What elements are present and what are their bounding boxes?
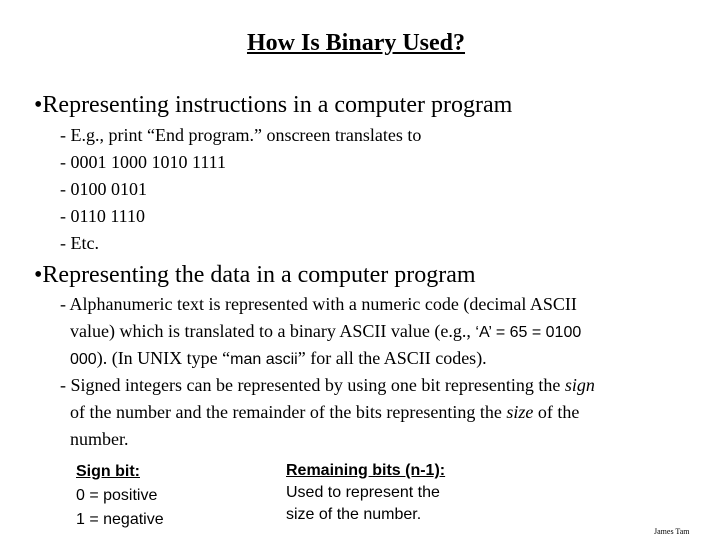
instructions-sub-list xyxy=(60,122,421,257)
signed-item-line-1 xyxy=(60,372,595,399)
signed-text: of the xyxy=(533,402,580,422)
signed-item-line-2 xyxy=(60,399,595,426)
bullet-marker: • xyxy=(34,92,43,118)
signed-text: of the number and the remainder of the bits representing the xyxy=(70,402,507,422)
ascii-text: ). (In UNIX type “ xyxy=(96,348,231,368)
bullet-text: Representing instructions in a computer program xyxy=(42,92,513,118)
sign-bit-positive: 0 = positive xyxy=(76,487,158,504)
slide-title: How Is Binary Used? xyxy=(246,30,466,56)
data-sub-list xyxy=(60,291,595,453)
bullet-text: Representing the data in a computer program xyxy=(42,262,476,288)
author-credit: James Tam xyxy=(654,527,690,536)
list-item: - 0110 1110 xyxy=(60,206,145,226)
ascii-item-line-3 xyxy=(60,345,595,372)
ascii-item-line-1: - Alphanumeric text is represented with a numeric code (decimal ASCII xyxy=(60,294,577,314)
remaining-bits-heading: Remaining bits (n-1): xyxy=(286,462,446,479)
sign-bit-negative: 1 = negative xyxy=(76,511,164,528)
ascii-text: value) which is translated to a binary ASCII value (e.g., xyxy=(70,321,476,341)
list-item: - Etc. xyxy=(60,233,99,253)
remaining-bits-line: size of the number. xyxy=(286,506,422,523)
sign-bit-block xyxy=(76,460,164,532)
unix-command: man ascii xyxy=(230,351,298,368)
signed-text: - Signed integers can be represented by using one bit representing the xyxy=(60,375,565,395)
remaining-bits-block xyxy=(286,460,445,526)
ascii-example-cont: 000 xyxy=(70,351,97,368)
sign-bit-heading: Sign bit: xyxy=(76,463,140,480)
list-item: - E.g., print “End program.” onscreen translates to xyxy=(60,125,422,145)
remaining-bits-line: Used to represent the xyxy=(286,484,440,501)
signed-item-line-3: number. xyxy=(70,429,129,449)
bullet-instructions xyxy=(34,92,512,119)
list-item: - 0001 1000 1010 1111 xyxy=(60,152,226,172)
list-item: - 0100 0101 xyxy=(60,179,147,199)
bullet-data xyxy=(34,262,476,289)
ascii-example: ‘A’ = 65 = 0100 xyxy=(475,324,582,341)
ascii-text: ” for all the ASCII codes). xyxy=(297,348,487,368)
sign-word: sign xyxy=(564,375,595,395)
size-word: size xyxy=(506,402,534,422)
bullet-marker: • xyxy=(34,262,43,288)
ascii-item-line-2 xyxy=(60,318,595,345)
